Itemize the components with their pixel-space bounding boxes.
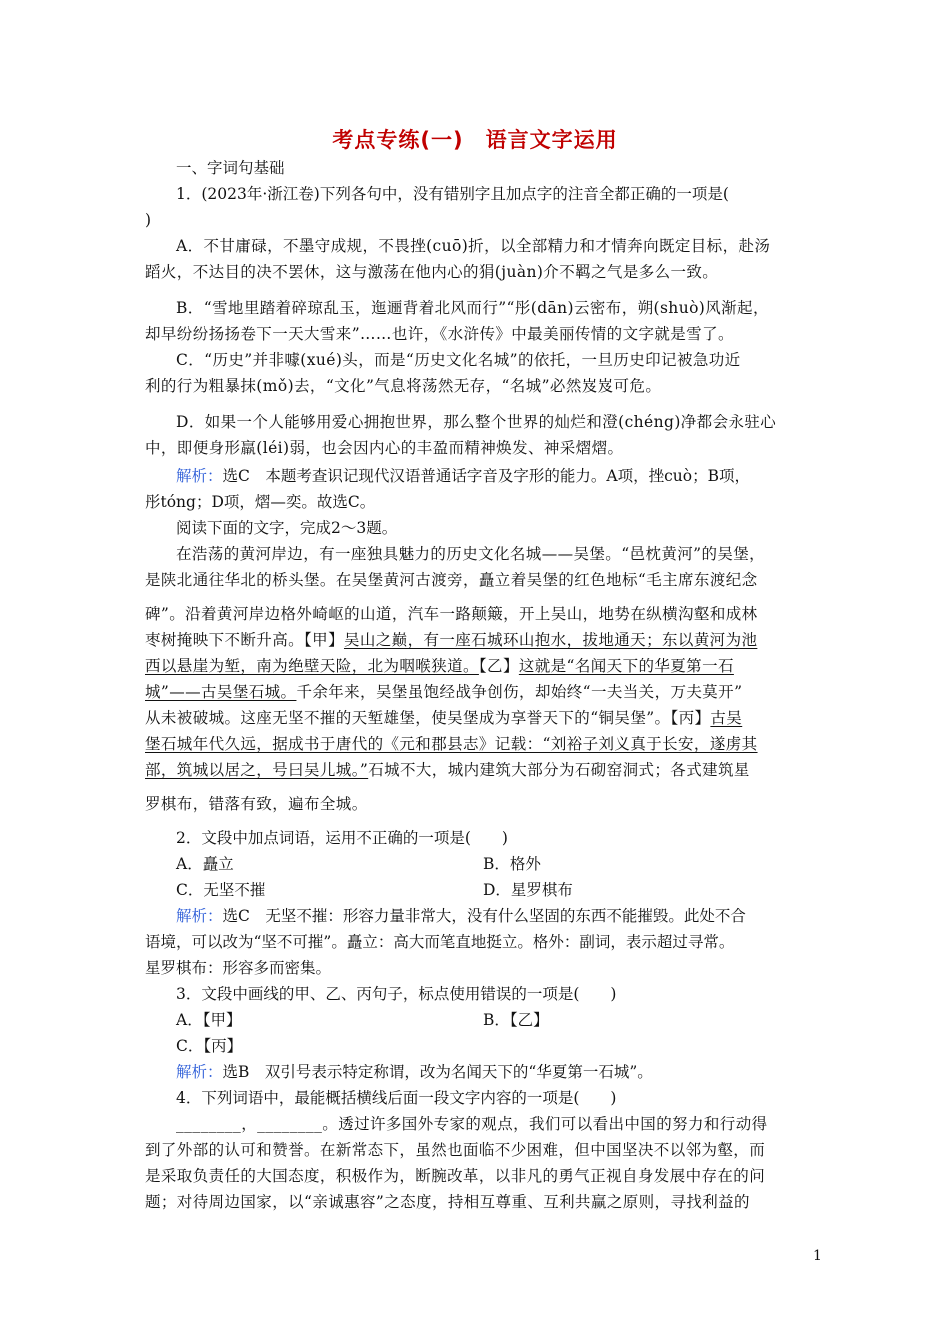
- passage-text: 枣树掩映下不断升高。: [145, 631, 305, 649]
- q1-option-a: A．不甘庸碌，不墨守成规，不畏挫(cuō)折，以全部精力和才情奔向既定目标，赴汤: [176, 237, 771, 255]
- q4-stem: 4．下列词语中，最能概括横线后面一段文字内容的一项是( ): [176, 1089, 617, 1107]
- q1-option-c-cont: 利的行为粗暴抹(mǒ)去，“文化”气息将荡然无存，“名城”必然岌岌可危。: [145, 377, 662, 395]
- passage-line: 在浩荡的黄河岸边，有一座独具魅力的历史文化名城——吴堡。“邑枕黄河”的吴堡，: [176, 545, 766, 563]
- passage-text: 石城不大，城内建筑大部分为石砌窑洞式；各式建筑星: [368, 761, 750, 779]
- mark-jia: 【甲】: [304, 631, 344, 649]
- underlined-sentence-jia-cont: 西以悬崖为堑，南为绝壁天险，北为咽喉狭道。: [145, 657, 479, 675]
- q2-analysis-text: 选C 无坚不摧：形容力量非常大，没有什么坚固的东西不能摧毁。此处不合: [222, 907, 746, 925]
- passage-line: [145, 708, 805, 728]
- q2-options-row1: [176, 854, 836, 874]
- q3-analysis: [176, 1062, 836, 1082]
- q3-option-c: C．【丙】: [176, 1037, 243, 1055]
- q1-option-d: D．如果一个人能够用爱心拥抱世界，那么整个世界的灿烂和澄(chéng)净都会永驻心: [176, 413, 777, 431]
- q2-analysis: [176, 906, 836, 926]
- mark-yi: 【乙】: [478, 657, 519, 675]
- passage-line: [145, 682, 805, 702]
- passage-text: 从未被破城。这座无坚不摧的天堑雄堡，使吴堡成为享誉天下的“铜吴堡”。: [145, 709, 671, 727]
- passage-line: 罗棋布，错落有致，遍布全城。: [145, 795, 368, 813]
- passage-text: 千余年来，吴堡虽饱经战争创伤，却始终“一夫当关，万夫莫开”: [296, 683, 743, 701]
- q3-option-b: B．【乙】: [483, 1011, 549, 1029]
- q1-stem-cont: ): [145, 211, 152, 229]
- page-title: [0, 124, 950, 154]
- q3-option-a: A．【甲】: [176, 1011, 242, 1029]
- q2-options-row2: [176, 880, 836, 900]
- q4-passage-line: 是采取负责任的大国态度，积极作为，断腕改革，以非凡的勇气正视自身发展中存在的问: [145, 1167, 766, 1185]
- q1-option-d-cont: 中，即便身形羸(léi)弱，也会因内心的丰盈而精神焕发、神采熠熠。: [145, 439, 624, 457]
- title-part2: 语言文字运用: [485, 128, 618, 152]
- q1-option-b: B．“雪地里踏着碎琼乱玉，迤逦背着北风而行”“彤(dān)云密布，朔(shuò)风渐起，: [176, 299, 769, 317]
- q1-option-b-cont: 却早纷纷扬扬卷下一天大雪来”……也许，《水浒传》中最美丽传情的文字就是雪了。: [145, 325, 734, 343]
- underlined-sentence-yi-cont: 城”——古吴堡石城。: [145, 683, 297, 701]
- mark-bing: 【丙】: [670, 709, 711, 727]
- underlined-sentence-yi: 这就是“名闻天下的华夏第一石: [518, 657, 734, 675]
- q1-option-c: C．“历史”并非噱(xué)头，而是“历史文化名城”的依托，一旦历史印记被急功近: [176, 351, 741, 369]
- q3-stem: 3．文段中画线的甲、乙、丙句子，标点使用错误的一项是( ): [176, 985, 617, 1003]
- passage-line: 碑”。沿着黄河岸边格外崎岖的山道，汽车一路颠簸，开上吴山，地势在纵横沟壑和成林: [145, 605, 758, 623]
- q3-options-row1: [176, 1010, 836, 1030]
- passage-line: [145, 734, 805, 754]
- underlined-sentence-jia: 吴山之巅，有一座石城环山抱水，拔地通天；东以黄河为池: [343, 631, 758, 649]
- passage-line: [145, 656, 805, 676]
- analysis-label: 解析：: [176, 1063, 223, 1081]
- passage-line: [145, 630, 805, 650]
- page-number: 1: [813, 1248, 822, 1264]
- q1-analysis-cont: 彤tóng；D项，熠—奕。故选C。: [145, 493, 376, 511]
- underlined-sentence-bing-cont: 堡石城年代久远，据成书于唐代的《元和郡县志》记载：“刘裕子刘义真于长安，遂虏其: [145, 735, 758, 753]
- title-part1: 考点专练(一): [332, 128, 464, 152]
- q1-analysis-text: 选C 本题考查识记现代汉语普通话字音及字形的能力。A项，挫cuò；B项，: [222, 467, 750, 485]
- q4-passage-line: 题；对待周边国家，以“亲诚惠容”之态度，持相互尊重、互利共赢之原则，寻找利益的: [145, 1193, 750, 1211]
- passage-line: 是陕北通往华北的桥头堡。在吴堡黄河古渡旁，矗立着吴堡的红色地标“毛主席东渡纪念: [145, 571, 758, 589]
- q2-analysis-cont: 星罗棋布：形容多而密集。: [145, 959, 332, 977]
- q4-passage-line: ________，________。透过许多国外专家的观点，我们可以看出中国的努力和行动得: [176, 1115, 768, 1133]
- underlined-sentence-bing-end: 部，筑城以居之，号曰吴儿城。”: [145, 761, 369, 779]
- q2-stem: 2．文段中加点词语，运用不正确的一项是( ): [176, 829, 508, 847]
- q1-analysis: [176, 466, 836, 486]
- q1-option-a-cont: 蹈火，不达目的决不罢休，这与激荡在他内心的狷(juàn)介不羁之气是多么一致。: [145, 263, 719, 281]
- passage-line: [145, 760, 805, 780]
- passage-intro: 阅读下面的文字，完成2～3题。: [176, 519, 398, 537]
- q3-analysis-text: 选B 双引号表示特定称谓，改为名闻天下的“华夏第一石城”。: [222, 1063, 653, 1081]
- q2-analysis-cont: 语境，可以改为“坚不可摧”。矗立：高大而笔直地挺立。格外：副词，表示超过寻常。: [145, 933, 735, 951]
- q2-option-c: C．无坚不摧: [176, 881, 266, 899]
- analysis-label: 解析：: [176, 467, 223, 485]
- q2-option-a: A．矗立: [176, 855, 234, 873]
- underlined-sentence-bing: 古吴: [710, 709, 743, 727]
- analysis-label: 解析：: [176, 907, 223, 925]
- section-heading: 一、字词句基础: [176, 159, 285, 177]
- q2-option-b: B．格外: [483, 855, 541, 873]
- q1-stem: 1．(2023年·浙江卷)下列各句中，没有错别字且加点字的注音全都正确的一项是(: [176, 185, 729, 203]
- q2-option-d: D．星罗棋布: [483, 881, 573, 899]
- q4-passage-line: 到了外部的认可和赞誉。在新常态下，虽然也面临不少困难，但中国坚决不以邻为壑，而: [145, 1141, 766, 1159]
